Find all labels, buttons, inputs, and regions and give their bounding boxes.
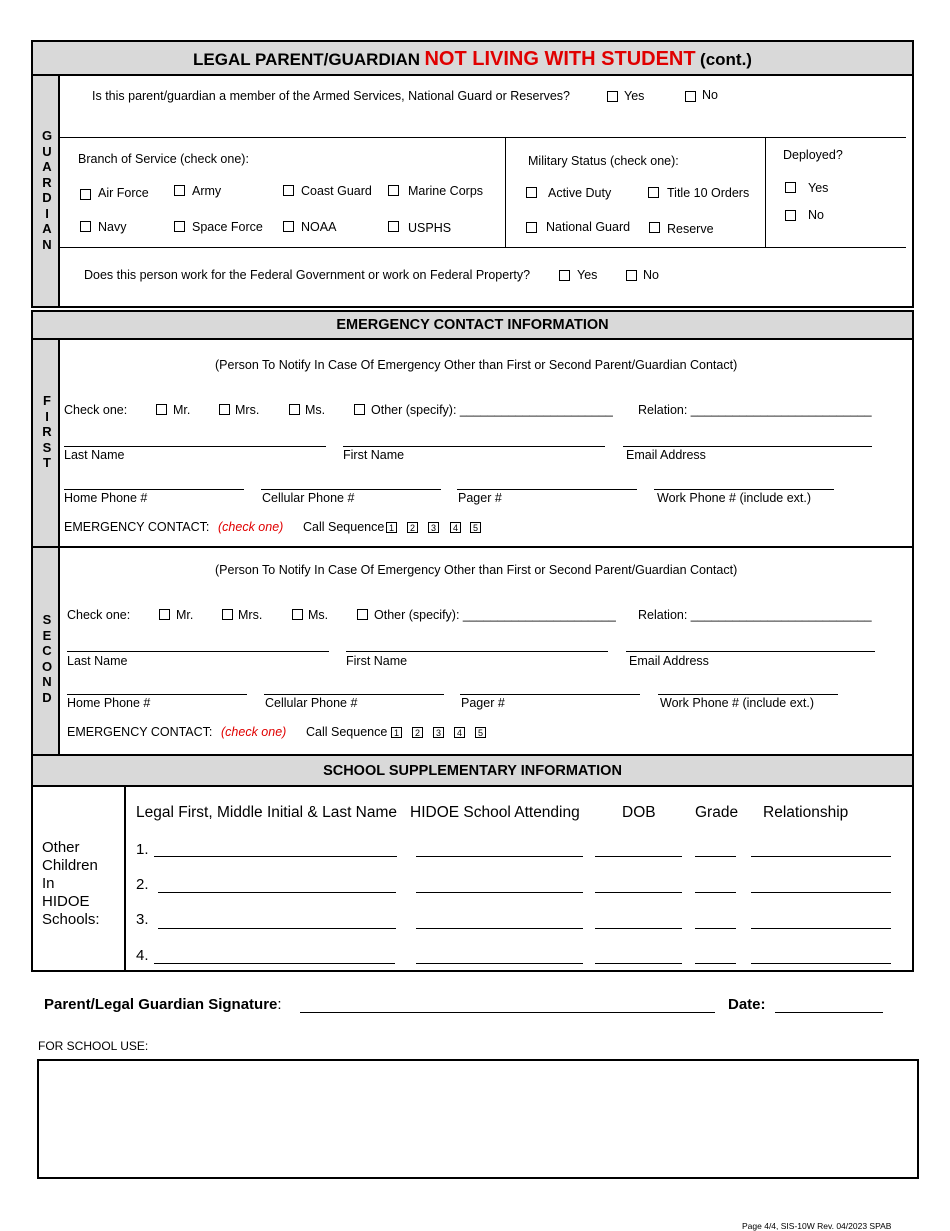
federal-no-checkbox[interactable] [626,270,637,281]
second-other-checkbox[interactable] [357,609,368,620]
second-email-label: Email Address [629,654,709,668]
first-email-line[interactable] [623,446,872,447]
guardian-title-2: NOT LIVING WITH STUDENT [424,48,696,70]
deployed-no-checkbox[interactable] [785,210,796,221]
first-email-label: Email Address [626,448,706,462]
supplementary-title: SCHOOL SUPPLEMENTARY INFORMATION [323,763,622,779]
active-duty-checkbox[interactable] [526,187,537,198]
first-seq-1[interactable]: 1 [386,522,397,533]
first-mrs-label: Mrs. [235,403,260,417]
first-ms-label: Ms. [305,403,326,417]
second-first-name-label: First Name [346,654,408,668]
first-mr-checkbox[interactable] [156,404,167,415]
army-checkbox[interactable] [174,185,185,196]
school-use-label: FOR SCHOOL USE: [38,1039,149,1053]
army-label: Army [192,184,222,198]
deployed-yes-label: Yes [808,181,829,195]
first-call-sequence-label: Call Sequence [303,520,385,534]
space-force-label: Space Force [192,220,263,234]
second-emergency-contact-label: EMERGENCY CONTACT: [67,725,213,739]
usphs-label: USPHS [408,221,452,235]
second-mrs-label: Mrs. [238,608,263,622]
first-pager-line[interactable] [457,489,637,490]
row-number: 4. [136,947,149,964]
first-cell-phone-line[interactable] [261,489,441,490]
row2-relationship-line[interactable] [751,892,891,893]
second-seq-3[interactable]: 3 [433,727,444,738]
divider [60,137,906,138]
guardian-title-3: (cont.) [700,50,752,69]
divider [60,247,906,248]
first-work-phone-line[interactable] [654,489,834,490]
coast-guard-label: Coast Guard [301,184,372,198]
first-side-label: F I R S T [42,393,52,470]
row3-grade-line[interactable] [695,928,736,929]
national-guard-label: National Guard [546,220,631,234]
divider [765,137,766,247]
active-duty-label: Active Duty [548,186,612,200]
emergency-title-bar [31,310,914,340]
first-check-one-note: (check one) [218,520,284,534]
first-home-phone-line[interactable] [64,489,244,490]
row1-grade-line[interactable] [695,856,736,857]
first-cell-phone-label: Cellular Phone # [262,491,355,505]
first-first-name-label: First Name [343,448,405,462]
first-seq-2[interactable]: 2 [407,522,418,533]
row1-school-line[interactable] [416,856,583,857]
second-ms-label: Ms. [308,608,329,622]
supplementary-title-bar [31,754,914,787]
second-seq-2[interactable]: 2 [412,727,423,738]
row4-school-line[interactable] [416,963,583,964]
armed-no-label: No [702,88,718,102]
row1-relationship-line[interactable] [751,856,891,857]
other-children-label: Other Children In HIDOE Schools: [42,839,100,928]
row4-dob-line[interactable] [595,963,682,964]
navy-label: Navy [98,220,127,234]
second-side-label: S E C O N D [41,612,53,705]
second-ms-checkbox[interactable] [292,609,303,620]
footer: Page 4/4, SIS-10W Rev. 04/2023 SPAB [742,1221,892,1231]
first-note: (Person To Notify In Case Of Emergency Other than First or Second Parent/Guardian Contact) [215,358,738,372]
deployed-yes-checkbox[interactable] [785,182,796,193]
row4-grade-line[interactable] [695,963,736,964]
second-last-name-label: Last Name [67,654,128,668]
row-number: 1. [136,841,149,858]
signature-label: Parent/Legal Guardian Signature: [44,996,282,1013]
federal-question: Does this person work for the Federal Government or work on Federal Property? [84,268,531,282]
second-seq-4[interactable]: 4 [454,727,465,738]
federal-no-label: No [643,268,659,282]
first-relation-field[interactable]: Relation: __________________________ [638,403,872,417]
first-last-name-label: Last Name [64,448,125,462]
first-other-checkbox[interactable] [354,404,365,415]
emergency-title: EMERGENCY CONTACT INFORMATION [336,317,609,333]
divider [124,787,126,972]
col-grade-header: Grade [695,804,739,821]
first-work-phone-label: Work Phone # (include ext.) [657,491,812,505]
armed-yes-label: Yes [624,89,645,103]
reserve-checkbox[interactable] [649,222,660,233]
first-emergency-contact-label: EMERGENCY CONTACT: [64,520,210,534]
row2-name-line[interactable] [158,892,396,893]
first-mr-label: Mr. [173,403,191,417]
second-relation-field[interactable]: Relation: __________________________ [638,608,872,622]
date-label: Date: [728,996,766,1013]
second-cell-phone-label: Cellular Phone # [265,696,358,710]
second-mr-label: Mr. [176,608,194,622]
noaa-label: NOAA [301,220,337,234]
row4-name-line[interactable] [154,963,395,964]
air-force-checkbox[interactable] [80,189,91,200]
second-work-phone-label: Work Phone # (include ext.) [660,696,815,710]
row2-school-line[interactable] [416,892,583,893]
first-ms-checkbox[interactable] [289,404,300,415]
second-pager-label: Pager # [461,696,505,710]
guardian-title-1: LEGAL PARENT/GUARDIAN [193,50,421,69]
second-mrs-checkbox[interactable] [222,609,233,620]
first-mrs-checkbox[interactable] [219,404,230,415]
row1-dob-line[interactable] [595,856,682,857]
first-seq-5[interactable]: 5 [470,522,481,533]
guardian-side-label: G U A R D I A N [41,128,53,252]
row3-dob-line[interactable] [595,928,682,929]
row-number: 2. [136,876,149,893]
second-call-sequence-label: Call Sequence [306,725,388,739]
first-last-name-line[interactable] [64,446,326,447]
noaa-checkbox[interactable] [283,221,294,232]
first-seq-4[interactable]: 4 [450,522,461,533]
first-other-field[interactable]: Other (specify): ______________________ [371,403,613,417]
first-first-name-line[interactable] [343,446,605,447]
navy-checkbox[interactable] [80,221,91,232]
federal-yes-label: Yes [577,268,598,282]
row-number: 3. [136,911,149,928]
first-pager-label: Pager # [458,491,502,505]
second-email-line[interactable] [626,651,875,652]
deployed-no-label: No [808,208,824,222]
signature-line[interactable] [300,1012,715,1013]
second-note: (Person To Notify In Case Of Emergency Other than First or Second Parent/Guardian Contact) [215,563,738,577]
second-cell-phone-line[interactable] [264,694,444,695]
title10-checkbox[interactable] [648,187,659,198]
coast-guard-checkbox[interactable] [283,185,294,196]
row3-school-line[interactable] [416,928,583,929]
usphs-checkbox[interactable] [388,221,399,232]
row2-grade-line[interactable] [695,892,736,893]
col-name-header: Legal First, Middle Initial & Last Name [136,804,398,821]
second-home-phone-line[interactable] [67,694,247,695]
guardian-title-bar [31,40,914,76]
national-guard-checkbox[interactable] [526,222,537,233]
second-work-phone-line[interactable] [658,694,838,695]
title10-label: Title 10 Orders [667,186,750,200]
second-mr-checkbox[interactable] [159,609,170,620]
air-force-label: Air Force [98,186,149,200]
marine-corps-checkbox[interactable] [388,185,399,196]
second-seq-1[interactable]: 1 [391,727,402,738]
armed-yes-checkbox[interactable] [607,91,618,102]
second-other-field[interactable]: Other (specify): ______________________ [374,608,616,622]
second-pager-line[interactable] [460,694,640,695]
space-force-checkbox[interactable] [174,221,185,232]
date-line[interactable] [775,1012,883,1013]
second-check-one: Check one: [67,608,131,622]
armed-no-checkbox[interactable] [685,91,696,102]
row2-dob-line[interactable] [595,892,682,893]
deployed-label: Deployed? [783,148,843,162]
marine-corps-label: Marine Corps [408,184,484,198]
first-home-phone-label: Home Phone # [64,491,148,505]
armed-question: Is this parent/guardian a member of the Armed Services, National Guard or Reserves? [92,89,571,103]
row4-relationship-line[interactable] [751,963,891,964]
second-seq-5[interactable]: 5 [475,727,486,738]
col-relationship-header: Relationship [763,804,849,821]
second-last-name-line[interactable] [67,651,329,652]
second-home-phone-label: Home Phone # [67,696,151,710]
school-use-box[interactable] [37,1059,919,1179]
col-school-header: HIDOE School Attending [410,804,580,821]
row3-name-line[interactable] [158,928,396,929]
federal-yes-checkbox[interactable] [559,270,570,281]
col-dob-header: DOB [622,804,656,821]
second-first-name-line[interactable] [346,651,608,652]
first-check-one: Check one: [64,403,128,417]
reserve-label: Reserve [667,222,714,236]
first-seq-3[interactable]: 3 [428,522,439,533]
military-status-label: Military Status (check one): [528,154,679,168]
first-second-divider [33,546,912,548]
row3-relationship-line[interactable] [751,928,891,929]
branch-label: Branch of Service (check one): [78,152,249,166]
divider [505,137,506,247]
row1-name-line[interactable] [154,856,397,857]
second-check-one-note: (check one) [221,725,287,739]
